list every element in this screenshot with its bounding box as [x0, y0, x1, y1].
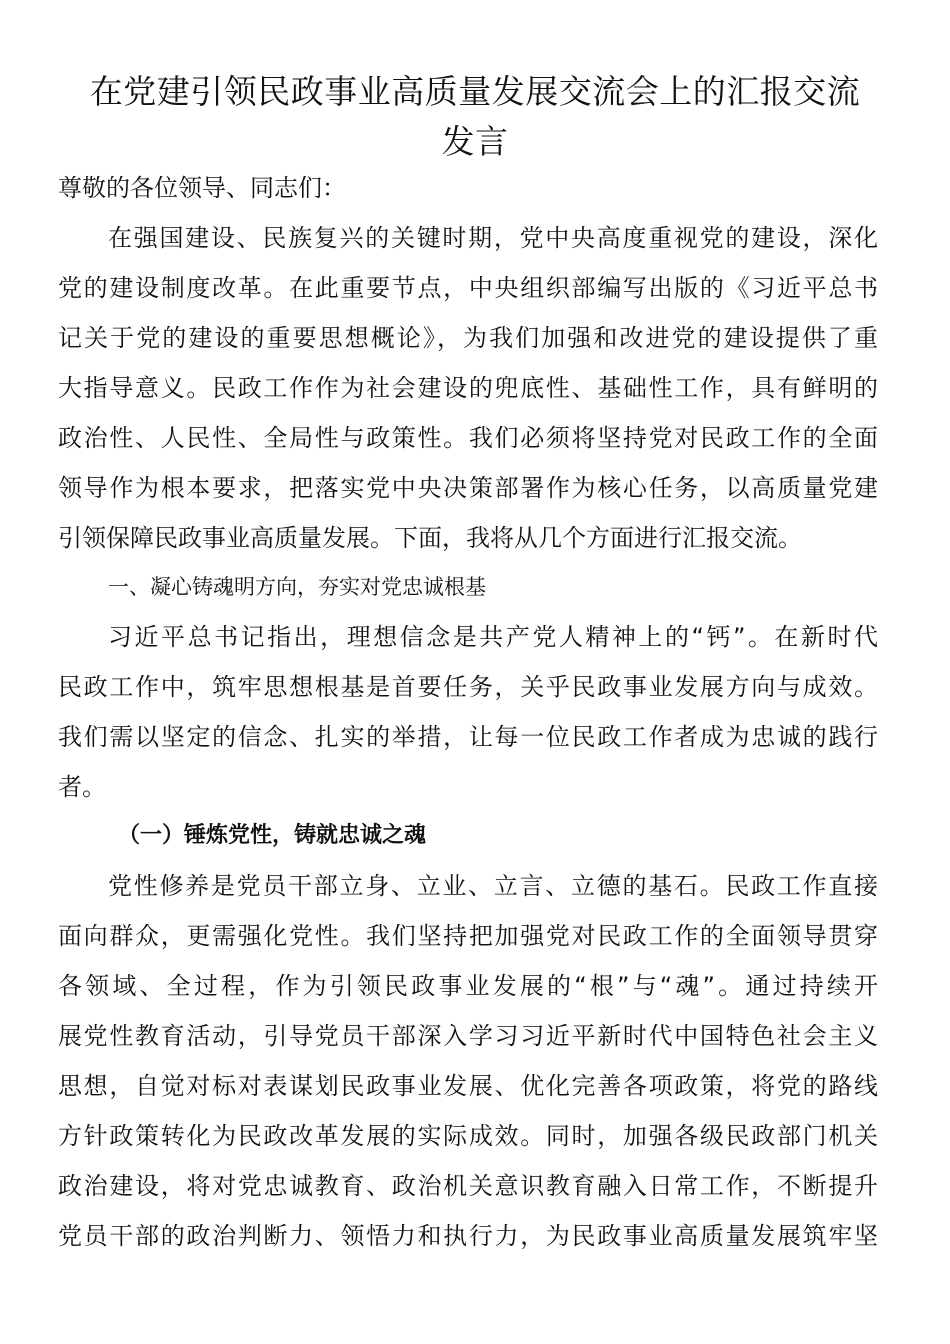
paragraph-3-line: 各领域、全过程，作为引领民政事业发展的“根”与“魂”。通过持续开 — [58, 972, 878, 1000]
paragraph-3-line: 方针政策转化为民政改革发展的实际成效。同时，加强各级民政部门机关 — [58, 1122, 878, 1150]
document-title-line-1: 在党建引领民政事业高质量发展交流会上的汇报交流 — [89, 72, 861, 111]
paragraph-1-line: 引领保障民政事业高质量发展。下面，我将从几个方面进行汇报交流。 — [58, 524, 802, 552]
paragraph-1-line: 在强国建设、民族复兴的关键时期，党中央高度重视党的建设，深化 — [108, 224, 878, 252]
paragraph-1-line: 政治性、人民性、全局性与政策性。我们必须将坚持党对民政工作的全面 — [58, 424, 878, 452]
paragraph-3-line: 思想，自觉对标对表谋划民政事业发展、优化完善各项政策，将党的路线 — [58, 1072, 878, 1100]
section-heading-1: 一、凝心铸魂明方向，夯实对党忠诚根基 — [108, 575, 486, 599]
paragraph-3-line: 展党性教育活动，引导党员干部深入学习习近平新时代中国特色社会主义 — [58, 1022, 878, 1050]
paragraph-2-line: 习近平总书记指出，理想信念是共产党人精神上的“钙”。在新时代 — [108, 623, 878, 651]
document-title-line-2: 发言 — [441, 122, 509, 161]
paragraph-3-line: 政治建设，将对党忠诚教育、政治机关意识教育融入日常工作，不断提升 — [58, 1172, 878, 1200]
paragraph-1-line: 领导作为根本要求，把落实党中央决策部署作为核心任务，以高质量党建 — [58, 474, 878, 502]
paragraph-3-line: 党员干部的政治判断力、领悟力和执行力，为民政事业高质量发展筑牢坚 — [58, 1222, 878, 1250]
paragraph-1-line: 党的建设制度改革。在此重要节点，中央组织部编写出版的《习近平总书 — [58, 274, 878, 302]
paragraph-1-line: 记关于党的建设的重要思想概论》，为我们加强和改进党的建设提供了重 — [58, 324, 878, 352]
paragraph-1-line: 大指导意义。民政工作作为社会建设的兜底性、基础性工作，具有鲜明的 — [58, 374, 878, 402]
salutation: 尊敬的各位领导、同志们： — [58, 174, 346, 202]
paragraph-2-line: 者。 — [58, 773, 106, 801]
paragraph-2-line: 民政工作中，筑牢思想根基是首要任务，关乎民政事业发展方向与成效。 — [58, 673, 878, 701]
paragraph-3-line: 党性修养是党员干部立身、立业、立言、立德的基石。民政工作直接 — [108, 872, 878, 900]
subsection-heading-1: （一）锤炼党性，铸就忠诚之魂 — [118, 823, 427, 848]
paragraph-3-line: 面向群众，更需强化党性。我们坚持把加强党对民政工作的全面领导贯穿 — [58, 922, 878, 950]
paragraph-2-line: 我们需以坚定的信念、扎实的举措，让每一位民政工作者成为忠诚的践行 — [58, 723, 878, 751]
